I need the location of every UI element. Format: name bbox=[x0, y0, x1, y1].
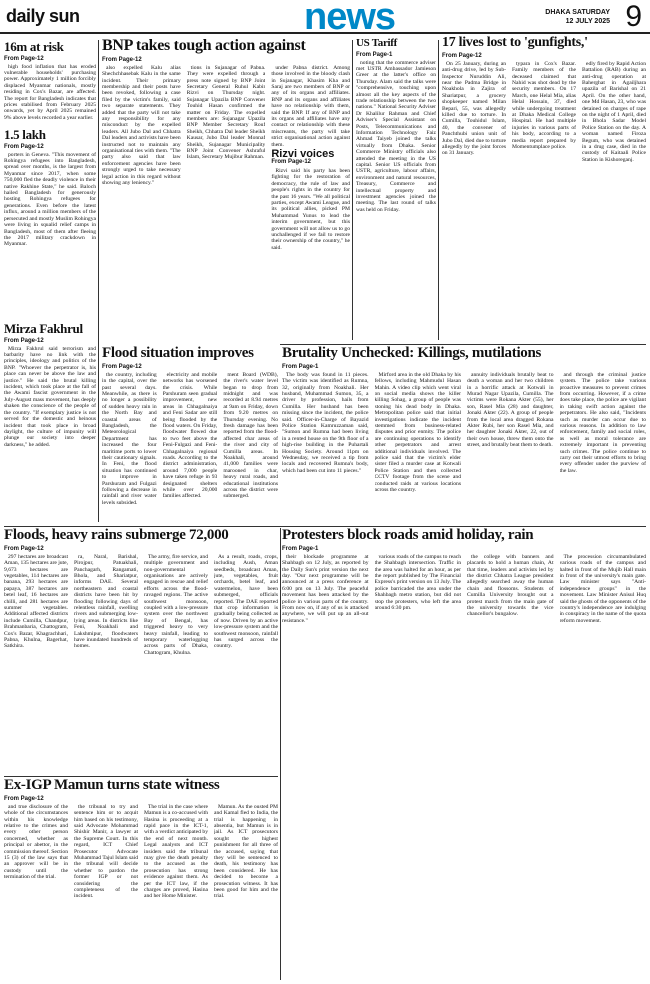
story-from: From Page-1 bbox=[282, 363, 319, 370]
story-body: high food inflation that has eroded vulnerable households' purchasing power. Approximately 1 million forcibly displaced Myanmar nationals, mostly residing in Cox's Bazar, are affected. The report for Bangladesh indicates that prices stabilised from February 2025 onwards, yet by April 2025 remained 9% above levels recorded a year earlier. bbox=[4, 63, 96, 121]
story-from: From Page-1 bbox=[356, 51, 393, 58]
story-mirza-fakhrul bbox=[4, 322, 96, 522]
page-number: 9 bbox=[625, 0, 642, 33]
story-bnp-tough-action: BNP takes tough action against From Page-12 also expelled Kalu alias Shechchhasebak Kalu in the same incident. Their primary membership and their posts have been revoked, following a case filed by the victim's family, said two separate statements. They added that the party will not take any responsibility for any misconduct by the expelled leaders. All Jubo Dal and Chhatra Dal leaders and activists have been instructed not to maintain any organisational ties with them. "The party also said that law enforcement agencies have been strongly urged to take necessary legal action in this regard without showing any leniency." tions in Sujanagar of Pabna. They were expelled through a press note signed by BNP Joint Secretary General Ruhul Kabir Rizvi on Thursday night. Sujanagar Upazila BNP Convener Touhid Hasan confirmed the matter on Friday. The expelled members are: Sujanagar Upazila BNP Member Secretary Rouf Sheikh, Chhatra Dal leader Sheikh Kausar, Jubo Dal leader Monnaf Sheikh, Sujanagar Municipality BNP Joint Convener Ashraful Islam, Secretary Mujibur Rahman. under Pabna district. Among those involved in the bloody clash in Sujanagar, Khasim Kha and Saraj are two members of BNP or any of its organs and affiliates. BNP and its organs and affiliates have no relationship with them, said the BNP. If any of BNP and its organs and affiliates have any contact or relationship with these miscreants, the party will take strict organisational action against them. Rizvi voices From Page-12 Rizvi said his party has been fighting for the restoration of democracy, the rule of law and people's rights in the country for the past 16 years. "We all political parties, except Awami League, and its political allies, picked PM Muhammad Yunus to lead the interim government, but this government will not allow us to go unchallenged if we fail to restore their ownership of the country," he said. bbox=[102, 38, 350, 251]
story-headline: BNP takes tough action against bbox=[102, 38, 306, 54]
dateline: DHAKA SATURDAY 12 JULY 2025 bbox=[545, 9, 610, 25]
story-headline: 17 lives lost to 'gunfights,' bbox=[442, 36, 588, 50]
story-headline: 16m at risk bbox=[4, 40, 64, 54]
story-from: From Page-12 bbox=[4, 337, 44, 344]
story-from: From Page-12 bbox=[442, 52, 482, 59]
masthead bbox=[0, 0, 650, 38]
rizvi-headline: Rizvi voices bbox=[271, 148, 335, 161]
story-flood-situation: Flood situation improves From Page-12 the country, including in the capital, over the past several days. Meanwhile, as there is no longer a possibility of sudden heavy rain in the North Bay and coastal areas of Bangladesh, the Meteorological Department has increased the four maritime ports to lower their cautionary signals. In Feni, the flood situation has continued to improve in Parshuram and Fulgazi following a decrease in rainfall and river water levels subsided. electricity and mobile networks has worsened the crisis. While Parshuram seen gradual improvement, new areas in Chhagalnaiya and Feni Sadar are still being flooded by the flood waters. On Friday, floodwater flowed due to two feet above the Feni-Fulgazi and Feni-Chhagalnaiya regional roads. According to the district administration, around 7,000 people have taken refuge in 93 designated shelters while over 20,000 families affected. ment Board (WDB), the river's water level began to drop from midnight and was recorded at 8.94 metres at 9am on Friday, down from 9.20 metres on Thursday evening. No fresh damage has been reported from the flood-affected char areas of the river and city of Cumilla areas. In Noakhali, around 41,000 families were marooned in char, heavy rural roads, and educational institutions across the district were submerged. bbox=[102, 346, 278, 506]
story-floods-heavy-rains: Floods, heavy rains submerge 72,000 From Page-12 297 hectares are broadcast Aman, 135 hectares are jute, 9,673 hectares are vegetables, 114 hectares are banana, 293 hectares are papaya, 387 hectares are betel leaf, 16 hectares are chilli, and 281 hectares are summer vegetables. Additional affected districts include Cumilla, Chandpur, Brahmanbaria, Chattogram, Cox's Bazar, Khagrachhari, Pabna, Khulna, Bagerhat, Satkhira. ra, Naral, Barishal, Pirojpur, Patuakhali, Panchagarh, Rangamati, Bhola, and Shariatpur, informs DAE. Several northeastern and coastal districts have been hit by flooding following days of relentless rainfall, swelling rivers and submerging low-lying areas. In districts like Feni, Noakhali and Lakshmipur, floodwaters have inundated hundreds of homes. The army, fire service, and multiple government and non-governmental organisations are actively engaged in rescue and relief efforts across the flood-ravaged regions. The active southwest monsoon, coupled with a low-pressure system over the northwest Bay of Bengal, has triggered heavy to very heavy rainfall, leading to temporary waterlogging across parts of Dhaka, Chattogram, Khulna. As a result, roads, crops, including Aush, Aman seedbeds, broadcast Aman, jute, vegetables, fruit orchards, betel leaf, and watermelon, have been submerged, officials reported. The DAE reported that crop information is gradually being collected as of now. Driven by an active low-pressure system and the southwest monsoon, rainfall has surged across the country. bbox=[4, 528, 278, 656]
story-body: Mirza Fakhrul said terrorism and barbarity have no link with the principles, ideology and politics of the BNP. "Whoever the perpetrator is, his place can never be above the law and justice." He said the brutal killing incident, which took place at the fall of the Awami fascist government in the July-August mass movement, has deeply shaken the conscience of the people of the country. "If exemplary justice is not served for the domestic and heinous incident that took place in broad daylight, the culture of impunity will plunge our society into deeper darkness," he added. bbox=[4, 345, 96, 448]
story-headline: Flood situation improves bbox=[102, 346, 254, 361]
story-protesters-block-roads: Protesters block roads amid holiday, rain From Page-1 their blockade programme at Shahbagh on 12 July, as reported by the Daily Sun's print version the next day. "Our next programme will be announced at a press conference at 6:00 pm on 13 July. The peaceful movement has been attacked by the police in various parts of the country. From now on, if any of us is attacked anywhere, we will put up an all-out resistance." various roads of the campus to reach the Shahbagh intersection. Traffic in the area was halted for an hour, as per the report published by The Financial Express's print version on 13 July. The police barricaded the area under the Shahbagh metro station, but did not stop the protesters, who left the area around 6:30 pm. the college with banners and placards to hold a human chain, At that time, leaders and activists led by the district Chhatra League president allegedly searched away the human chain and flossoms. Students of Cumilla University brought out a protest march from the main gate of the university towards the vice chancellor's bungalow. The procession circumambulated various roads of the campus and halted in front of the Mujib Hall main in front of the university's main gate. Law minister says "Anti-independence groups" in the movement. Law Minister Anisul Huq said the ghosts of the opponents of the country's independence are indulging in conspiracy in the name of the quota reform movement. bbox=[282, 528, 646, 624]
story-from: From Page-12 bbox=[4, 143, 44, 150]
story-1-5-lakh bbox=[4, 128, 96, 322]
story-headline: Brutality Unchecked: Killings, mutilations bbox=[282, 346, 542, 361]
story-from: From Page-12 bbox=[4, 55, 44, 62]
story-headline: Mirza Fakhrul bbox=[4, 322, 83, 336]
story-from: From Page-1 bbox=[282, 545, 319, 552]
story-ex-igp-mamun: Ex-IGP Mamun turns state witness From Page-12 and true disclosure of the whole of the circumstances within his knowledge relative to the crimes and every other person concerned, whether as principal or abettor, in the commission thereof. Section 15 (3) of the law says that an approver will be in custody until the termination of the trial. the tribunal to try and sentence him or to acquit him based on his testimony, said Advocate Mohammad Shishir Manir, a lawyer at the Supreme Court. In this regard, ICT Chief Prosecutor Advocate Muhammad Tajul Islam said the tribunal will decide whether to pardon the former IGP or not considering the completeness of the incident. The trial in the case where Mamun is a co-accused with Hasina is proceeding at a rapid pace in the ICT-1, with a verdict anticipated by the end of next month. Legal analysts and ICT insiders said the tribunal may give the death penalty to the accused as the prosecution has strong evidence against them. As per the ICT law, if the charges are proved, Hasina and her Home Minister. Mamun. As the ousted PM and Kamal fled to India, the trial is happening in absentia, but Mamun is in jail. As ICT prosecutors sought the highest punishment for all three of the accused, saying that they will be sentenced to death, his testimony has been considered. He has decided to become a prosecution witness. It has been good for him and the trial. bbox=[4, 778, 278, 900]
story-headline: 1.5 lakh bbox=[4, 128, 46, 142]
story-from: From Page-12 bbox=[102, 363, 142, 370]
story-us-tariff: US Tariff From Page-1 noting that the commerce adviser met USTR Ambassador Jamieson Greer at the latter's office on Thursday. Alam said the talks were "comprehensive, touching upon almost all the key aspects of the trade relationship between the two nations." National Security Adviser Dr Khalilur Rahman and Chief Adviser's Special Assistant on Posts, Telecommunications and Information Technology Faiz Ahmad Taiyeb joined the talks virtually from Dhaka. Senior Commerce Ministry officials also attended the meeting in the US capital. Senior US officials from USTR, agriculture, labour affairs, environment and natural resources, Treasury, Commerce and intellectual property and investment agencies joined the meeting. The last round of talks was held on Friday. bbox=[356, 38, 436, 213]
story-headline: Protesters block roads amid holiday, rain bbox=[282, 528, 534, 543]
story-body: porters in Geneva. "This movement of Rohingya refugees into Bangladesh, spread over months, is the largest from Myanmar since 2017, when some 750,000 fled the deadly violence in their native Rakhine State," he said. Baloch hailed Bangladesh for generously hosting Rohingya refugees for generations. Even before the latest influx, around a million members of the persecuted and mostly Muslim Rohingya were living in squalid relief camps in Bangladesh, most of them after fleeing the 2017 military crackdown in Myanmar. bbox=[4, 151, 96, 248]
story-headline: US Tariff bbox=[356, 38, 398, 49]
story-from: From Page-12 bbox=[4, 795, 44, 802]
story-from: From Page-12 bbox=[102, 56, 142, 63]
section-title: news bbox=[304, 0, 396, 38]
newspaper-logo: daily sun bbox=[6, 6, 80, 26]
story-brutality-unchecked: Brutality Unchecked: Killings, mutilations From Page-1 The body was found in 11 pieces. The victim was identified as Rumna, 32, originally from Noakhali. Her husband, Muhammad Sumon, 35, a driver by profession, hails from Cumilla. Her husband has been missing since the incident, the police said. Officer-in-Charge of Bayazid Police Station Kamruzzaman said, "Sumon and Rumna had been living in a rented house on the 9th floor of a high-rise building in the Puhartali Housing Society. Around 11pm on Wednesday, we received a tip from locals and recovered Rumna's body, which had been cut into 11 pieces." Mirford area in the old Dhaka by his fellows, including Mahmudul Hasan Mahin. A video clip which went viral on social media shows the killer killing Sohag, a group of people was stoning his dead body in Dhaka. Metropolitan police said that initial investigations indicate the incident stemmed from business-related disputes and prior enmity. The police are continuing operations to identify other perpetrators and arrest additional individuals involved. The police said that the victim's elder sister filed a murder case at Kotwali Police Station and then collected CCTV footage from the scene and conducted raids at various locations across the country. annuity individuals brutally beat to death a woman and her two children in a horrific attack at Kotwali in Murad Nagar Upazila, Cumilla. The victims were Rokana Akter (55), her son, Rasel Mia (28) and daughter, Jonaki Akter (22). A group of people from the local area dragged Rokana Akter Rubi, her son Rasel Mia, and her daughter Jonaki Akter, 22, out of their own house, threw them onto the street, and brutally beat them to death. and through the criminal justice system. The police take various proactive measures to prevent crimes from occurring. However, if a crime does take place, the police are vigilant in taking swift action against the perpetrators. He also said, "Incidents such as murder can occur due to various reasons. In addition to law enforcement, family and social roles, as well as moral tolerance are extremely important in preventing such crimes. The police continue to carry out their utmost efforts to bring every offender under the purview of the law. bbox=[282, 346, 646, 494]
story-17-lives-lost: 17 lives lost to 'gunfights,' From Page-12 On 25 January, during an anti-drug drive, led by Sub-Inspector Nuruddin Ali, near the Padma Bridge in Noakhola in Zajira of Shariatpur, a grocery shopkeeper named Milan Bepari, 55, was allegedly killed due to torture. In Cumilla, Touhidul Islam, 40, the convener of Panchthubi union unit of Jubo Dal, died due to torture allegedly by the joint forces on 31 January. typara in Cox's Bazar. Family members of the deceased claimed that Nahid was shot dead by the security members. On 17 March, one Helal Mia, alias Helal Hossain, 37, died while undergoing treatment at Dhaka Medical College Hospital. He had multiple injuries in various parts of his body, according to a media report prepared by Momentumplace police. edly fired by Rapid Action Battalion (RAB) during an anti-drug operation at Baherghat in Agailjhara upazila of Barishal on 21 April. On the other hand, one Md Hasan, 23, who was detained on charges of rape on the night of 1 April, died in Bhola Sadar Model Police Station on the day. A woman named Firoza Begum, who was detained in a drug case, died in the custody of Kaitaali Police Station in Kishoreganj. bbox=[442, 36, 646, 163]
story-headline: Ex-IGP Mamun turns state witness bbox=[4, 778, 220, 793]
story-headline: Floods, heavy rains submerge 72,000 bbox=[4, 528, 229, 543]
story-from: From Page-12 bbox=[4, 545, 44, 552]
